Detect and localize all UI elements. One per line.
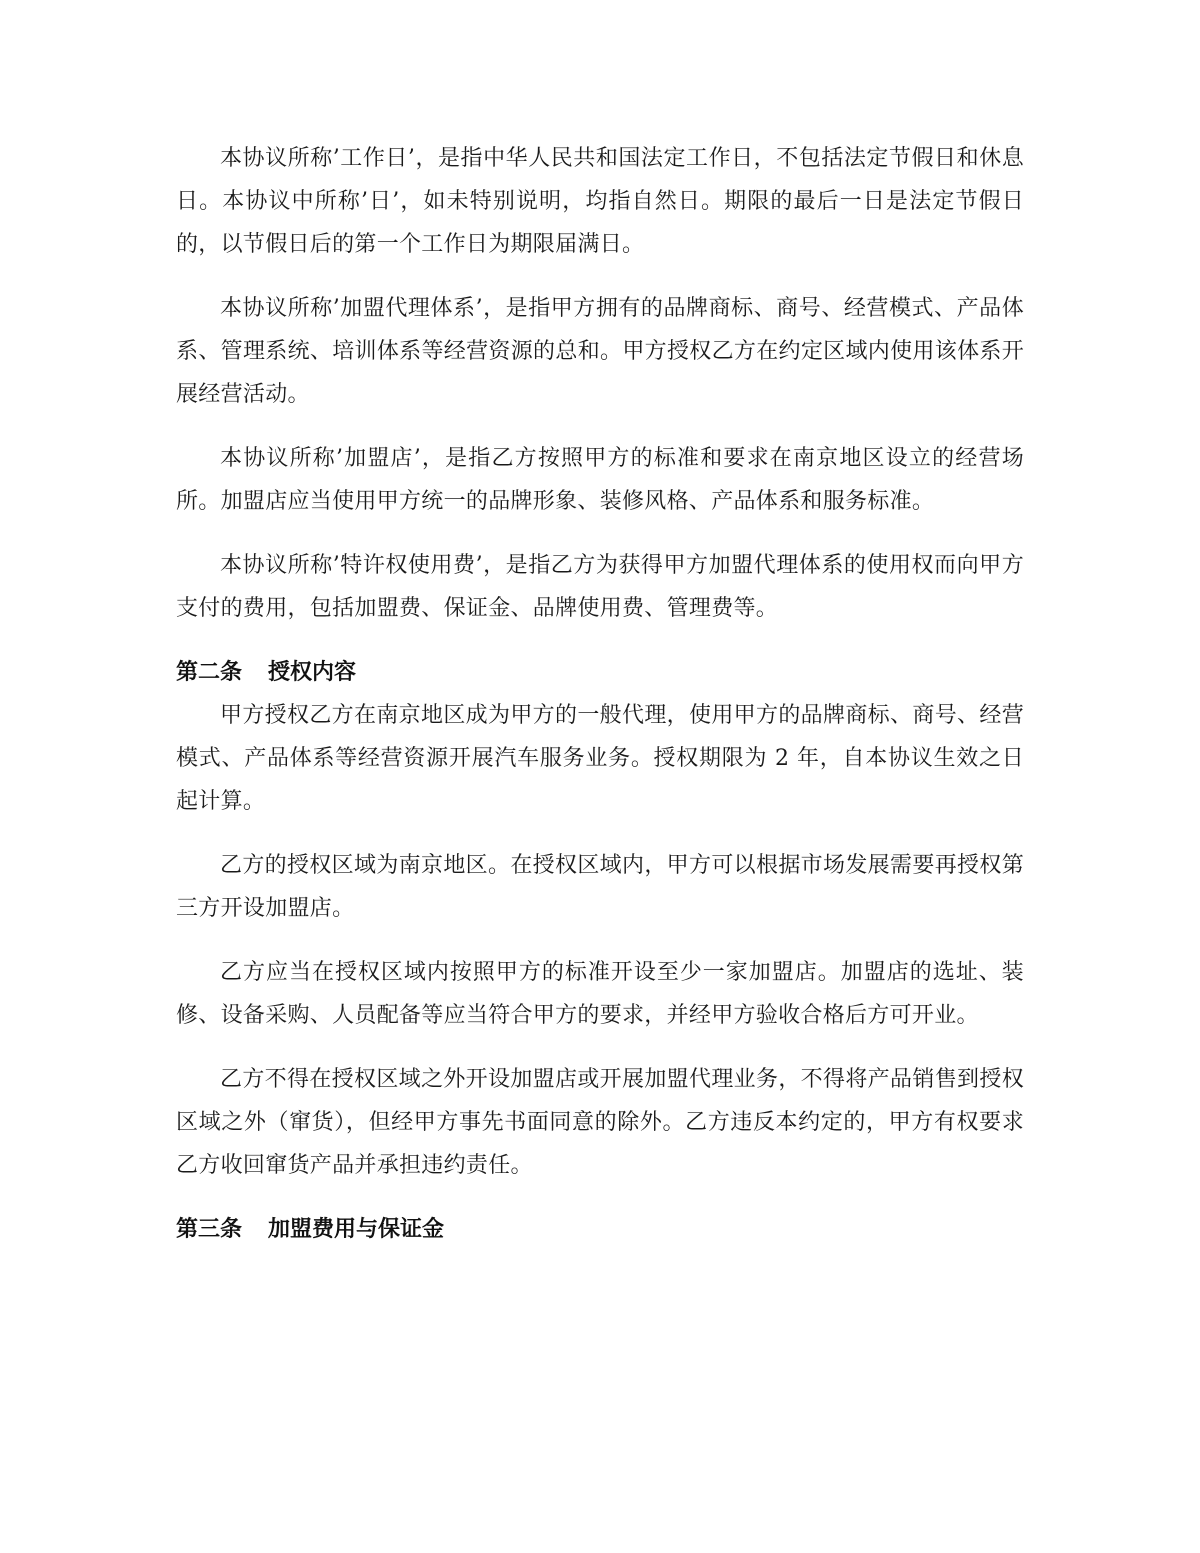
definition-franchise-store-paragraph: 本协议所称’加盟店’，是指乙方按照甲方的标准和要求在南京地区设立的经营场所。加盟店应当使用甲方统一的品牌形象、装修风格、产品体系和服务标准。 (176, 446, 1024, 514)
article-2-paragraph-3: 乙方应当在授权区域内按照甲方的标准开设至少一家加盟店。加盟店的选址、装修、设备采购、人员配备等应当符合甲方的要求，并经甲方验收合格后方可开业。 (176, 960, 1024, 1028)
definition-workday-paragraph: 本协议所称’工作日’，是指中华人民共和国法定工作日，不包括法定节假日和休息日。本协议中所称’日’，如未特别说明，均指自然日。期限的最后一日是法定节假日的，以节假日后的第一个工作日为期限届满日。 (176, 146, 1024, 257)
document-body (176, 137, 1024, 1251)
article-2-heading (176, 651, 1024, 694)
article-3-number: 第三条 (176, 1217, 243, 1242)
article-2-title: 授权内容 (268, 660, 357, 685)
article-2-paragraph-2: 乙方的授权区域为南京地区。在授权区域内，甲方可以根据市场发展需要再授权第三方开设加盟店。 (176, 853, 1024, 921)
definition-royalty-paragraph: 本协议所称’特许权使用费’，是指乙方为获得甲方加盟代理体系的使用权而向甲方支付的费用，包括加盟费、保证金、品牌使用费、管理费等。 (176, 553, 1024, 621)
article-2-paragraph-4: 乙方不得在授权区域之外开设加盟店或开展加盟代理业务，不得将产品销售到授权区域之外（窜货），但经甲方事先书面同意的除外。乙方违反本约定的，甲方有权要求乙方收回窜货产品并承担违约责任。 (176, 1067, 1024, 1178)
article-3-heading (176, 1208, 1024, 1251)
article-2-paragraph-1: 甲方授权乙方在南京地区成为甲方的一般代理，使用甲方的品牌商标、商号、经营模式、产品体系等经营资源开展汽车服务业务。授权期限为 2 年，自本协议生效之日起计算。 (176, 703, 1024, 814)
article-3-title: 加盟费用与保证金 (268, 1217, 445, 1242)
definition-franchise-system-paragraph: 本协议所称’加盟代理体系’，是指甲方拥有的品牌商标、商号、经营模式、产品体系、管理系统、培训体系等经营资源的总和。甲方授权乙方在约定区域内使用该体系开展经营活动。 (176, 296, 1024, 407)
article-2-number: 第二条 (176, 660, 243, 685)
